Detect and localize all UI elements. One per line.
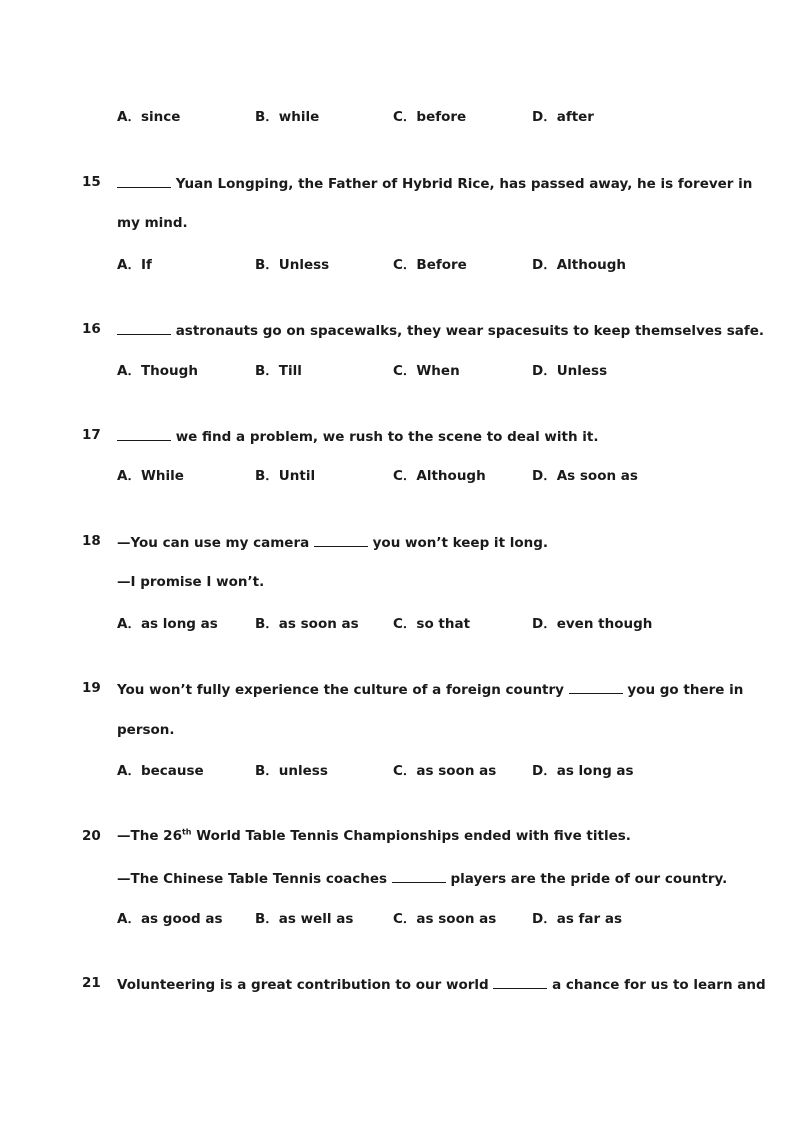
option-b: B．as well as xyxy=(255,911,354,927)
question-number: 20 xyxy=(82,828,101,844)
option-b: B．Unless xyxy=(255,257,330,273)
question-stem: Volunteering is a great contribution to our world a chance for us to learn and xyxy=(117,974,766,994)
option-c: C．Although xyxy=(393,468,486,484)
question-number: 21 xyxy=(82,975,101,991)
option-a: A．since xyxy=(117,109,181,125)
answer-blank xyxy=(117,426,171,441)
question-stem-line2: person. xyxy=(117,722,175,738)
question-stem: —You can use my camera you won’t keep it long. xyxy=(117,532,548,552)
option-c: C．before xyxy=(393,109,467,125)
option-a: A．because xyxy=(117,763,204,779)
question-stem: —The 26th World Table Tennis Championships ended with five titles. xyxy=(117,827,631,844)
option-d: D．As soon as xyxy=(532,468,638,484)
option-a: A．Though xyxy=(117,363,198,379)
option-b: B．Until xyxy=(255,468,316,484)
option-c: C．as soon as xyxy=(393,911,497,927)
question-stem: we find a problem, we rush to the scene to deal with it. xyxy=(117,426,598,446)
question-stem-line2: my mind. xyxy=(117,215,188,231)
question-number: 17 xyxy=(82,427,101,443)
option-d: D．even though xyxy=(532,616,653,632)
answer-blank xyxy=(493,974,547,989)
question-stem-line2: —I promise I won’t. xyxy=(117,574,265,590)
option-d: D．Although xyxy=(532,257,627,273)
option-b: B．as soon as xyxy=(255,616,359,632)
option-a: A．as long as xyxy=(117,616,218,632)
option-d: D．as far as xyxy=(532,911,623,927)
answer-blank xyxy=(314,532,368,547)
option-c: C．so that xyxy=(393,616,471,632)
answer-blank xyxy=(117,320,171,335)
option-c: C．When xyxy=(393,363,460,379)
option-b: B．while xyxy=(255,109,320,125)
option-b: B．unless xyxy=(255,763,328,779)
option-a: A．If xyxy=(117,257,152,273)
question-stem: astronauts go on spacewalks, they wear spacesuits to keep themselves safe. xyxy=(117,320,764,340)
question-number: 18 xyxy=(82,533,101,549)
option-a: A．While xyxy=(117,468,184,484)
option-a: A．as good as xyxy=(117,911,223,927)
question-stem-line2: —The Chinese Table Tennis coaches players are the pride of our country. xyxy=(117,868,727,888)
option-c: C．Before xyxy=(393,257,467,273)
question-stem: Yuan Longping, the Father of Hybrid Rice, has passed away, he is forever in xyxy=(117,173,752,193)
option-c: C．as soon as xyxy=(393,763,497,779)
question-number: 15 xyxy=(82,174,101,190)
question-number: 16 xyxy=(82,321,101,337)
option-d: D．as long as xyxy=(532,763,634,779)
answer-blank xyxy=(117,173,171,188)
option-b: B．Till xyxy=(255,363,302,379)
answer-blank xyxy=(569,679,623,694)
answer-blank xyxy=(392,868,446,883)
option-d: D．after xyxy=(532,109,594,125)
question-stem: You won’t fully experience the culture of a foreign country you go there in xyxy=(117,679,743,699)
option-d: D．Unless xyxy=(532,363,608,379)
question-number: 19 xyxy=(82,680,101,696)
